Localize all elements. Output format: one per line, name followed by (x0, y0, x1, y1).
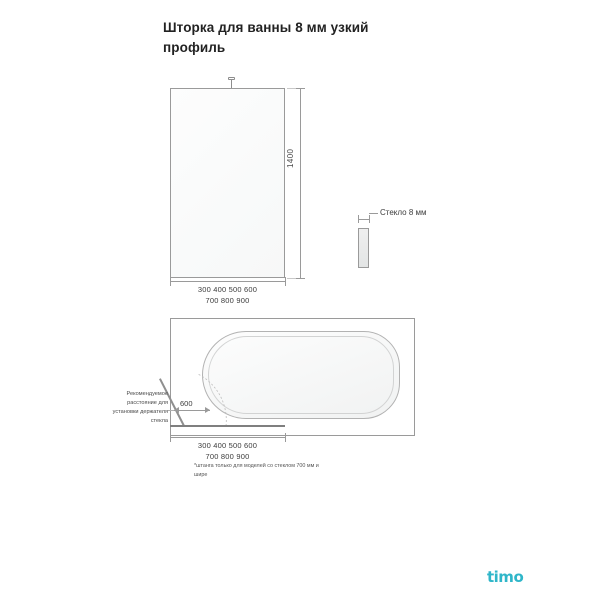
glass-thickness-label: Стекло 8 мм (380, 208, 427, 217)
installation-note: Рекомендуемое расстояние для установки держателя стекла (112, 391, 168, 424)
glass-thickness-sample-icon (358, 228, 369, 268)
distance-dimension-label: 600 (180, 399, 193, 408)
plan-width-dimension-line (170, 437, 285, 438)
height-tick-top (296, 88, 305, 89)
plan-bath-edge-line (170, 425, 285, 427)
height-dimension-label: 1400 (286, 148, 295, 168)
front-width-labels-line-2: 700 800 900 (205, 296, 250, 306)
front-width-labels-line-1: 300 400 500 600 (197, 285, 258, 294)
plan-width-labels-line-1: 300 400 500 600 (197, 441, 258, 450)
plan-footnote: *штанга только для моделей со стеклом 700 мм и шире (194, 463, 319, 478)
distance-arrow-left (174, 407, 179, 413)
front-width-tick-right (285, 277, 286, 286)
glass-sample-leader-line (369, 213, 378, 214)
front-width-dimension-line (170, 281, 285, 282)
page-title: Шторка для ванны 8 мм узкий профиль (163, 20, 369, 55)
bathtub-inner-outline (208, 336, 394, 414)
plan-width-tick-right (285, 433, 286, 442)
height-tick-bottom (296, 278, 305, 279)
glass-sample-dimension-line (358, 219, 369, 220)
front-view-glass-panel (170, 88, 285, 278)
front-width-dimension-labels (170, 284, 285, 307)
plan-width-labels-line-2: 700 800 900 (205, 452, 250, 462)
brand-logo: timo (487, 568, 524, 586)
height-dimension-line (300, 88, 301, 278)
distance-arrow-right (205, 407, 210, 413)
glass-sample-tick-right (369, 215, 370, 223)
plan-width-dimension-labels (170, 440, 285, 463)
